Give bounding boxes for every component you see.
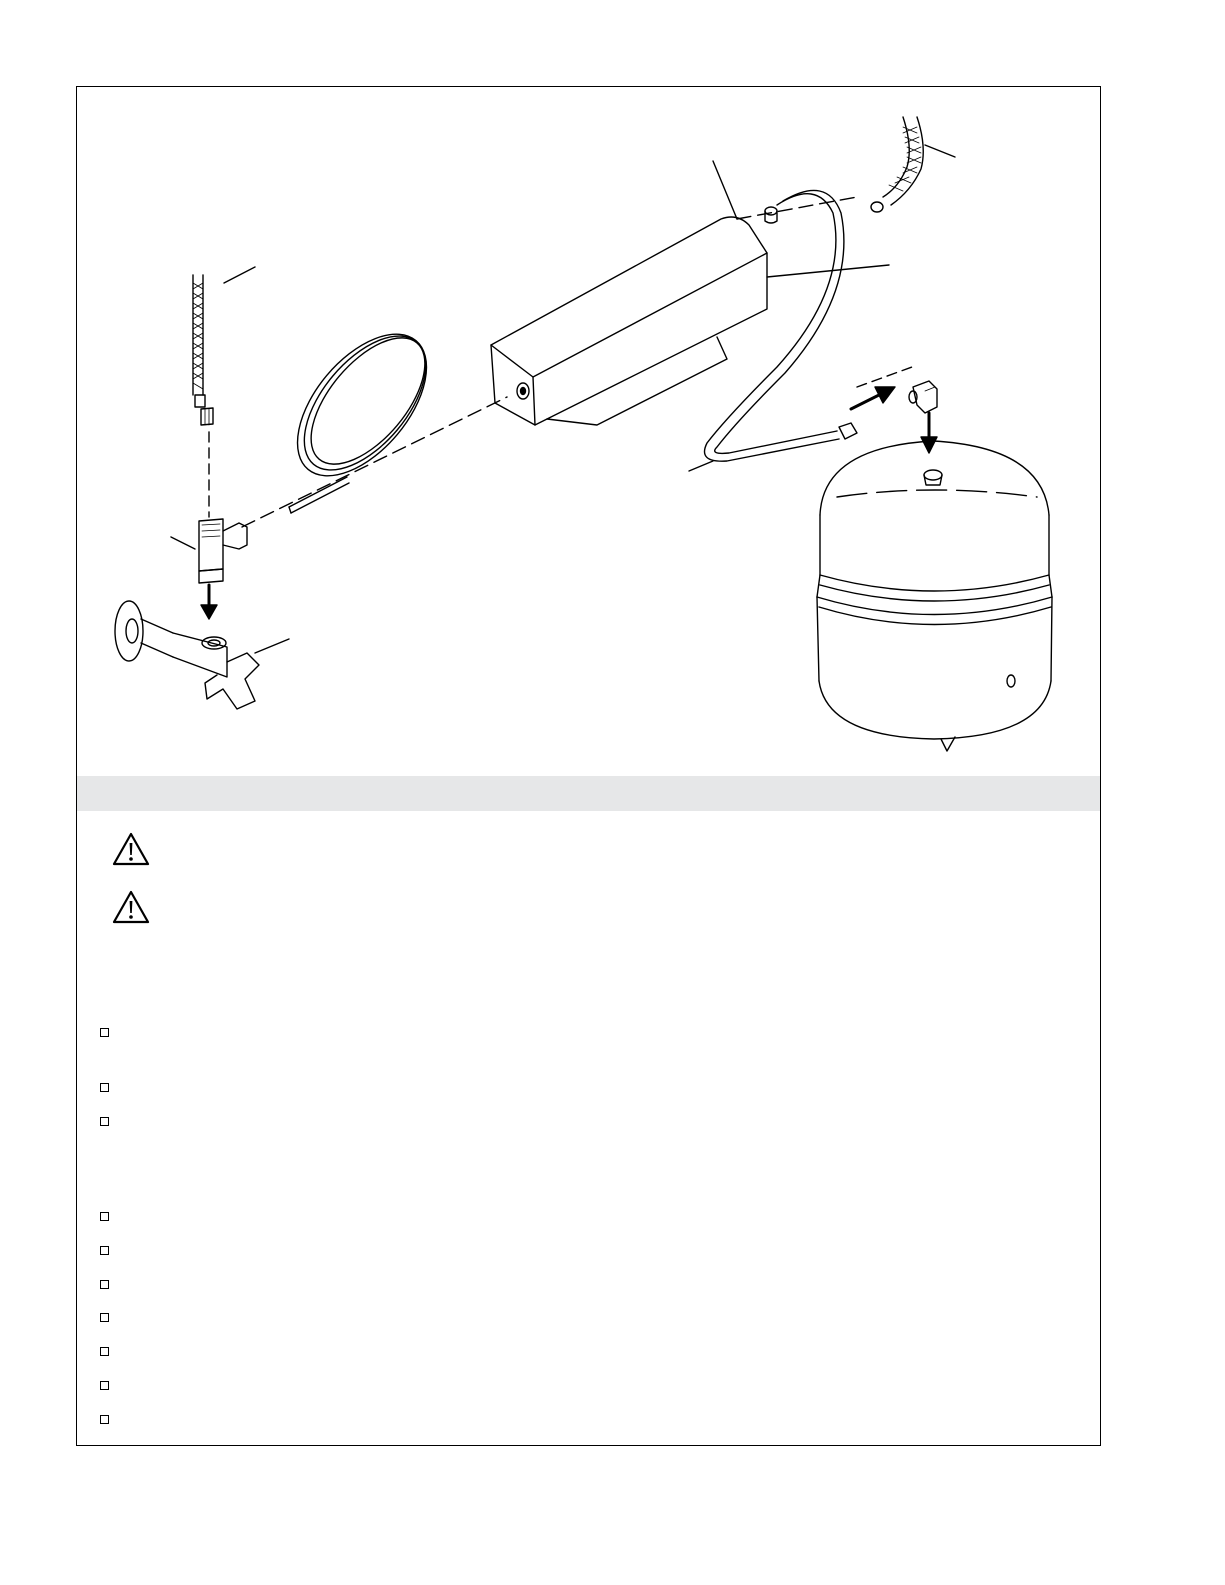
braided-hose-icon — [871, 117, 955, 212]
tank-tubing-icon — [689, 190, 857, 471]
storage-tank-icon — [817, 441, 1052, 751]
filter-housing-icon — [491, 161, 889, 425]
section-header-band — [77, 776, 1100, 811]
warning-triangle-icon — [111, 889, 151, 925]
arrow-diagonal-icon — [851, 387, 895, 409]
warning-triangle-icon — [111, 831, 151, 867]
arrow-down-icon — [201, 585, 217, 619]
checklist-checkbox[interactable] — [100, 1280, 109, 1289]
supply-hose-icon — [193, 267, 255, 425]
checklist-checkbox[interactable] — [100, 1117, 109, 1126]
tee-adapter-icon — [171, 519, 247, 583]
checklist-checkbox[interactable] — [100, 1028, 109, 1037]
installation-illustration — [77, 87, 1100, 775]
page-frame — [76, 86, 1101, 1446]
checklist-checkbox[interactable] — [100, 1415, 109, 1424]
tubing-coil-icon — [273, 311, 451, 513]
checklist-checkbox[interactable] — [100, 1381, 109, 1390]
checklist-checkbox[interactable] — [100, 1212, 109, 1221]
supply-valve-icon — [115, 601, 289, 709]
checklist-checkbox[interactable] — [100, 1083, 109, 1092]
checklist-checkbox[interactable] — [100, 1347, 109, 1356]
checklist-checkbox[interactable] — [100, 1313, 109, 1322]
checklist-checkbox[interactable] — [100, 1246, 109, 1255]
